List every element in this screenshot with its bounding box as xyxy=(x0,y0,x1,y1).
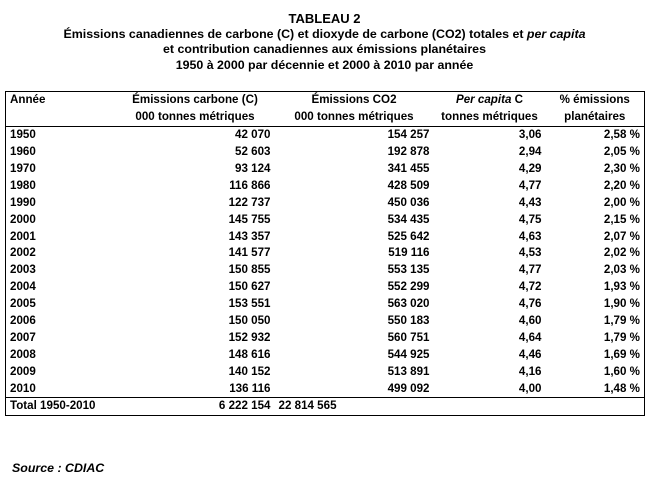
cell-percapita: 4,60 xyxy=(518,314,542,328)
cell-percapita: 4,72 xyxy=(518,280,542,294)
cell-co2: 525 642 xyxy=(387,229,430,243)
cell-co2: 544 925 xyxy=(387,347,430,361)
cell-year: 2003 xyxy=(6,262,116,279)
cell-co2: 552 299 xyxy=(387,280,430,294)
cell-carbon: 122 737 xyxy=(228,195,271,209)
cell-co2: 534 435 xyxy=(387,212,430,226)
cell-year: 2005 xyxy=(6,296,116,313)
cell-co2: 560 751 xyxy=(387,330,430,344)
cell-carbon: 140 152 xyxy=(228,364,271,378)
cell-co2: 553 135 xyxy=(387,263,430,277)
total-row xyxy=(6,398,645,416)
cell-share: 1,48 % xyxy=(546,380,645,397)
table-row xyxy=(6,262,645,279)
cell-year: 2000 xyxy=(6,211,116,228)
total-percapita-empty xyxy=(434,398,546,416)
cell-percapita: 4,29 xyxy=(518,162,542,175)
table-row xyxy=(6,346,645,363)
cell-year: 2006 xyxy=(6,313,116,330)
table-row xyxy=(6,194,645,211)
cell-carbon: 152 932 xyxy=(228,330,271,344)
cell-carbon: 153 551 xyxy=(228,297,271,311)
cell-percapita: 4,43 xyxy=(518,195,542,209)
cell-share: 2,07 % xyxy=(546,228,645,245)
cell-carbon: 148 616 xyxy=(228,347,271,361)
total-label: Total 1950-2010 xyxy=(6,398,116,416)
table-row xyxy=(6,279,645,296)
cell-year: 2007 xyxy=(6,329,116,346)
cell-share: 2,30 % xyxy=(546,161,645,178)
header-percapita xyxy=(434,92,546,109)
cell-percapita: 4,53 xyxy=(518,246,542,260)
table-number: TABLEAU 2 xyxy=(288,11,361,26)
cell-percapita: 4,00 xyxy=(518,381,542,395)
table-row xyxy=(6,177,645,194)
header-percapita-italic: Per capita xyxy=(455,93,512,107)
header-co2-unit: 000 tonnes métriques xyxy=(275,109,434,126)
cell-year: 2004 xyxy=(6,279,116,296)
cell-year: 1970 xyxy=(6,161,116,178)
cell-share: 1,69 % xyxy=(546,346,645,363)
table-row xyxy=(6,313,645,330)
cell-share: 2,20 % xyxy=(546,177,645,194)
cell-percapita: 4,75 xyxy=(518,212,542,226)
table-row xyxy=(6,126,645,143)
table-row xyxy=(6,296,645,313)
header-year: Année xyxy=(6,92,116,109)
cell-carbon: 116 866 xyxy=(229,178,271,192)
cell-carbon: 150 627 xyxy=(228,280,271,294)
header-year-unit xyxy=(6,109,116,126)
cell-year: 2009 xyxy=(6,363,116,380)
title-line-2 xyxy=(0,27,649,43)
cell-share: 1,79 % xyxy=(546,329,645,346)
cell-percapita: 4,64 xyxy=(518,330,542,344)
header-percapita-unit: tonnes métriques xyxy=(434,109,546,126)
cell-co2: 563 020 xyxy=(387,297,430,311)
table-row xyxy=(6,144,645,161)
cell-percapita: 2,94 xyxy=(518,145,542,159)
cell-share: 2,03 % xyxy=(546,262,645,279)
cell-co2: 519 116 xyxy=(388,246,430,260)
cell-year: 2002 xyxy=(6,245,116,262)
table-title-block xyxy=(0,11,649,73)
cell-year: 1950 xyxy=(6,126,116,143)
cell-carbon: 150 050 xyxy=(228,314,271,328)
cell-year: 2010 xyxy=(6,380,116,397)
cell-share: 2,00 % xyxy=(546,194,645,211)
cell-carbon: 136 116 xyxy=(229,381,271,395)
header-carbon-unit: 000 tonnes métriques xyxy=(116,109,275,126)
total-carbon: 6 222 154 xyxy=(116,398,275,416)
total-share-empty xyxy=(546,398,645,416)
cell-year: 1960 xyxy=(6,144,116,161)
cell-percapita: 4,77 xyxy=(518,178,542,192)
table-row xyxy=(6,211,645,228)
cell-co2: 341 455 xyxy=(387,162,430,175)
cell-percapita: 4,77 xyxy=(518,263,542,277)
cell-share: 2,05 % xyxy=(546,144,645,161)
source-note: Source : CDIAC xyxy=(12,461,105,475)
cell-co2: 513 891 xyxy=(387,364,430,378)
title-line-2-text: Émissions canadiennes de carbone (C) et dioxyde de carbone (CO2) totales et xyxy=(63,26,527,41)
cell-carbon: 42 070 xyxy=(235,128,271,142)
cell-co2: 428 509 xyxy=(387,178,430,192)
title-line-3: et contribution canadiennes aux émissions planétaires xyxy=(163,42,486,56)
cell-percapita: 3,06 xyxy=(518,128,542,142)
header-co2: Émissions CO2 xyxy=(275,92,434,109)
header-percapita-suffix: C xyxy=(511,93,523,107)
header-carbon: Émissions carbone (C) xyxy=(116,92,275,109)
cell-percapita: 4,16 xyxy=(518,364,542,378)
cell-carbon: 145 755 xyxy=(228,212,271,226)
cell-co2: 450 036 xyxy=(387,195,430,209)
cell-year: 1990 xyxy=(6,194,116,211)
cell-carbon: 141 577 xyxy=(228,246,271,260)
emissions-table xyxy=(5,91,645,416)
cell-share: 1,90 % xyxy=(546,296,645,313)
cell-co2: 550 183 xyxy=(387,314,430,328)
cell-carbon: 143 357 xyxy=(228,229,271,243)
table-row xyxy=(6,329,645,346)
cell-year: 1980 xyxy=(6,177,116,194)
total-co2: 22 814 565 xyxy=(275,398,434,416)
cell-carbon: 150 855 xyxy=(228,263,271,277)
cell-percapita: 4,46 xyxy=(518,347,542,361)
table-row xyxy=(6,380,645,397)
table-row xyxy=(6,228,645,245)
header-row-bottom xyxy=(6,109,645,126)
cell-share: 2,58 % xyxy=(546,126,645,143)
cell-carbon: 93 124 xyxy=(235,162,271,175)
cell-share: 2,15 % xyxy=(546,211,645,228)
header-share-unit: planétaires xyxy=(546,109,645,126)
table-row xyxy=(6,363,645,380)
cell-share: 1,93 % xyxy=(546,279,645,296)
title-line-4: 1950 à 2000 par décennie et 2000 à 2010 par année xyxy=(175,57,474,72)
cell-share: 1,60 % xyxy=(546,363,645,380)
cell-year: 2008 xyxy=(6,346,116,363)
cell-percapita: 4,76 xyxy=(518,297,542,311)
cell-year: 2001 xyxy=(6,228,116,245)
cell-co2: 192 878 xyxy=(387,145,430,159)
cell-carbon: 52 603 xyxy=(235,145,271,159)
cell-percapita: 4,63 xyxy=(518,229,542,243)
header-share: % émissions xyxy=(546,92,645,109)
cell-share: 2,02 % xyxy=(546,245,645,262)
table-row xyxy=(6,245,645,262)
title-line-2-italic: per capita xyxy=(526,26,586,41)
cell-share: 1,79 % xyxy=(546,313,645,330)
table-row xyxy=(6,161,645,178)
cell-co2: 499 092 xyxy=(387,381,430,395)
cell-co2: 154 257 xyxy=(387,128,430,142)
header-row-top xyxy=(6,92,645,109)
